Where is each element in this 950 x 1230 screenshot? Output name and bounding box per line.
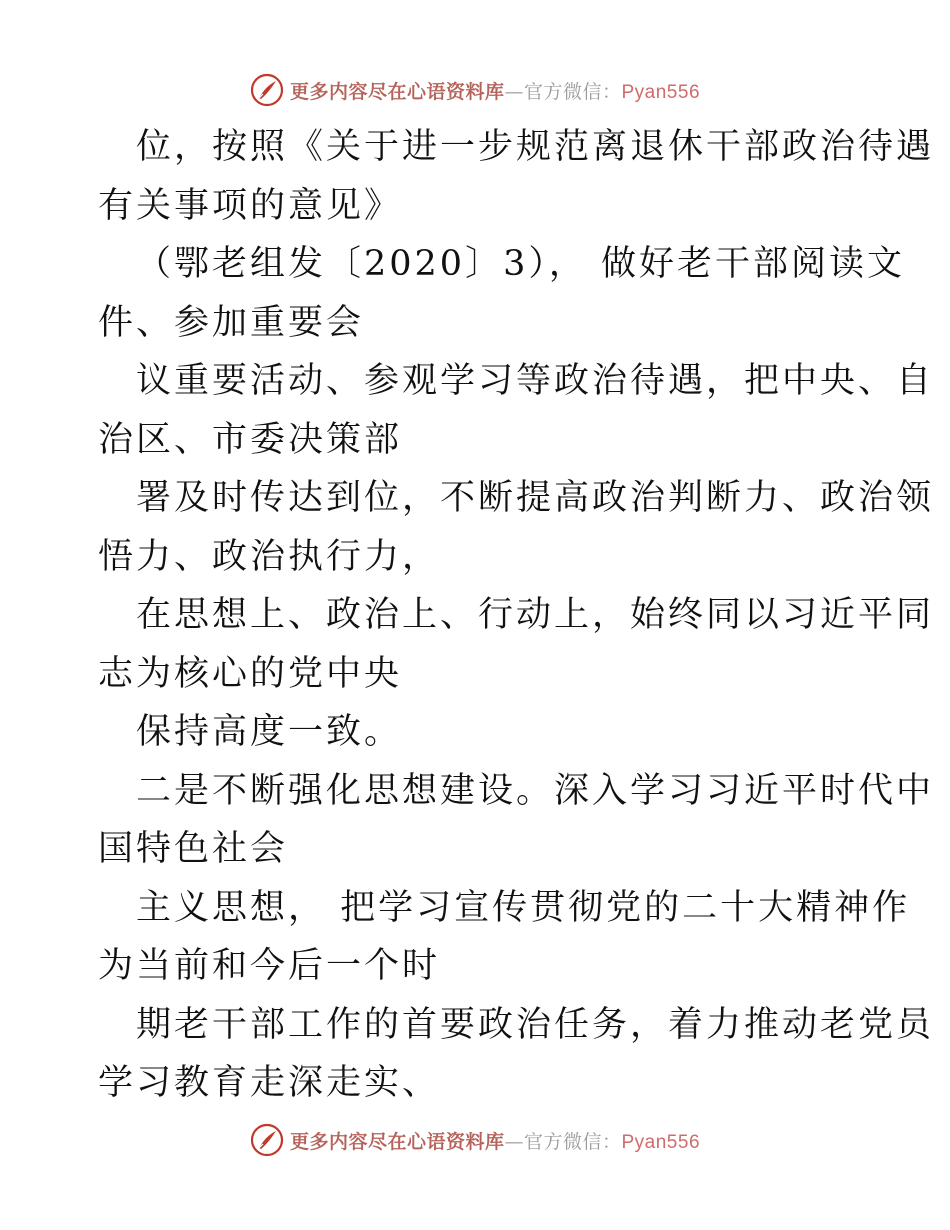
watermark-wechat-id: Pyan556 [621, 1131, 701, 1153]
watermark-separator: — [504, 80, 524, 103]
watermark-text [290, 1127, 700, 1154]
watermark-wechat-label: 官方微信： [523, 80, 622, 103]
watermark-wechat-label: 官方微信： [523, 1130, 622, 1153]
watermark-text [290, 77, 700, 104]
text-line: 学习教育走深走实、 [98, 1063, 441, 1103]
document-body [98, 118, 935, 1113]
text-line: 志为核心的党中央 [98, 653, 403, 694]
text-line: 议重要活动、参观学习等政治待遇，把中央、自 [136, 361, 935, 401]
text-line: 治区、市委决策部 [98, 419, 403, 460]
text-line: 保持高度一致。 [136, 712, 403, 752]
header-watermark [0, 70, 950, 110]
text-line: （鄂老组发〔2020〕3）， 做好老干部阅读文 [136, 244, 905, 284]
watermark-separator: — [504, 1130, 524, 1153]
text-line: 在思想上、政治上、行动上，始终同以习近平同 [136, 595, 935, 635]
text-line: 国特色社会 [98, 829, 289, 869]
text-line: 位，按照《关于进一步规范离退休干部政治待遇 [136, 127, 935, 167]
text-line: 二是不断强化思想建设。深入学习习近平时代中 [136, 770, 935, 811]
watermark-wechat-id: Pyan556 [621, 81, 701, 103]
watermark-brand: 更多内容尽在心语资料库 [289, 80, 505, 103]
feather-pen-logo-icon [250, 1123, 284, 1157]
text-line: 件、参加重要会 [98, 302, 365, 343]
text-line: 署及时传达到位，不断提高政治判断力、政治领 [136, 478, 935, 518]
text-line: 主义思想， 把学习宣传贯彻党的二十大精神作 [136, 887, 911, 928]
footer-watermark [0, 1120, 950, 1160]
text-line: 悟力、政治执行力， [98, 536, 441, 577]
watermark-brand: 更多内容尽在心语资料库 [289, 1130, 505, 1153]
text-line: 有关事项的意见》 [98, 185, 403, 226]
feather-pen-logo-icon [250, 73, 284, 107]
text-line: 为当前和今后一个时 [98, 946, 441, 986]
text-line: 期老干部工作的首要政治任务，着力推动老党员 [136, 1004, 935, 1045]
